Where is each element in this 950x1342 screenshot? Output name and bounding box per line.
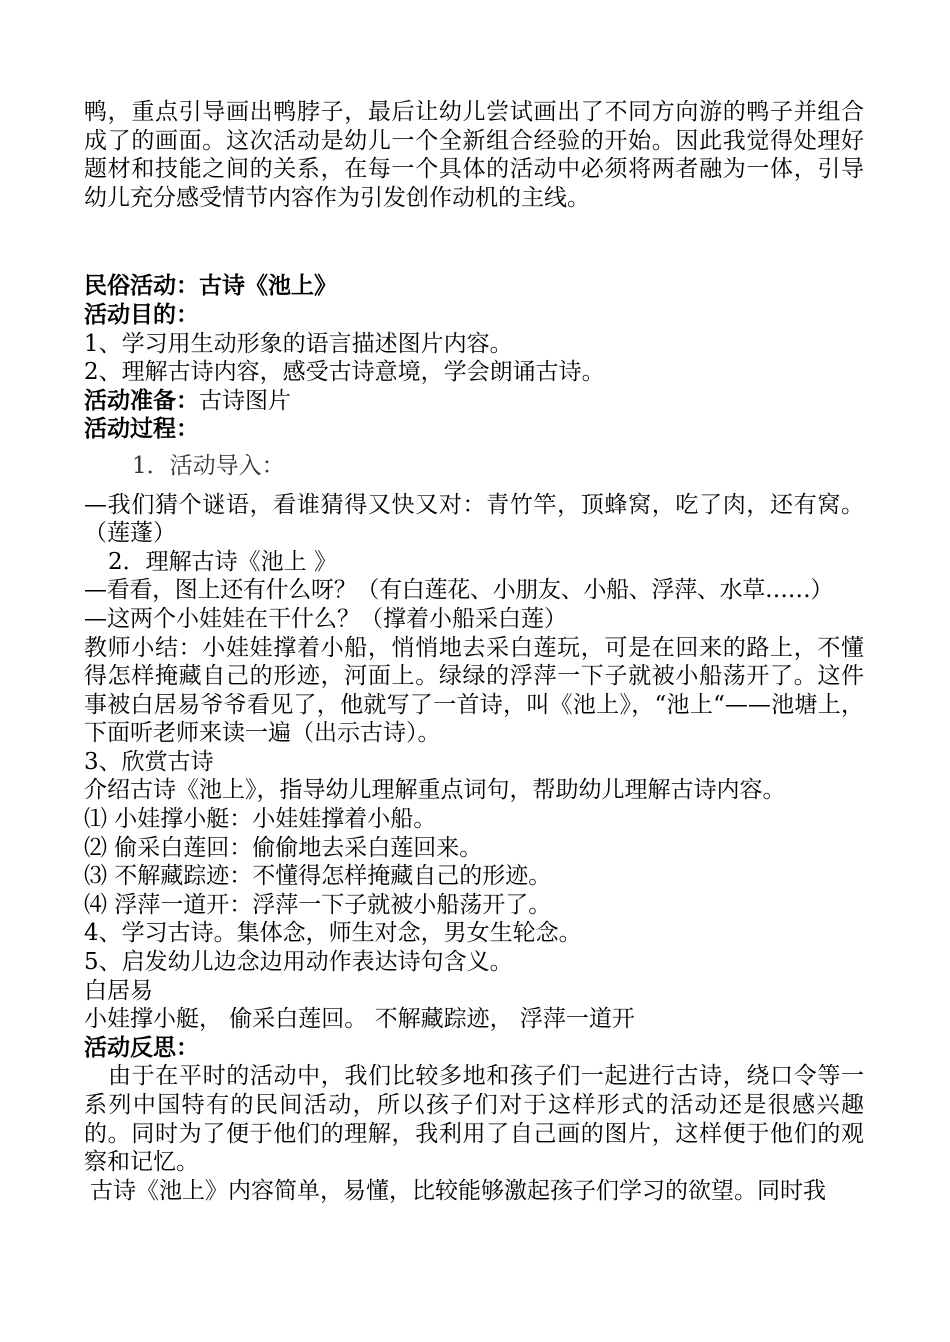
goal-item-1: 1、学习用生动形象的语言描述图片内容。 (84, 330, 513, 357)
process-heading: 活动过程： (84, 415, 199, 443)
phrase-item-3: ⑶ 不解藏踪迹：不懂得怎样掩藏自己的形迹。 (84, 863, 552, 890)
teacher-summary: 教师小结：小娃娃撑着小船，悄悄地去采白莲玩，可是在回来的路上，不懂得怎样掩藏自己的形迹，河面上。绿绿的浮萍一下子就被小船荡开了。这件事被白居易爷爷看见了，他就写了一首诗，叫《池上》，“池上“——池塘上，下面听老师来读一遍（出示古诗）。 (84, 634, 864, 747)
step4-line: 4、学习古诗。集体念，师生对念，男女生轮念。 (84, 920, 582, 947)
phrase-item-4: ⑷ 浮萍一道开：浮萍一下子就被小船荡开了。 (84, 891, 552, 918)
phrase-item-2: ⑵ 偷采白莲回：偷偷地去采白莲回来。 (84, 834, 483, 861)
preparation-value: 古诗图片 (199, 387, 291, 414)
step1-title: 1．活动导入： (132, 452, 285, 479)
goal-item-2: 2、理解古诗内容，感受古诗意境，学会朗诵古诗。 (84, 359, 605, 386)
step3-title: 3、欣赏古诗 (84, 748, 214, 775)
reflection-paragraph-2: 古诗《池上》内容简单，易懂，比较能够激起孩子们学习的欲望。同时我 (90, 1177, 826, 1204)
preparation-label: 活动准备： (84, 386, 199, 414)
phrase-item-1: ⑴ 小娃撑小艇：小娃娃撑着小船。 (84, 806, 437, 833)
section-gap (84, 212, 864, 242)
preparation-line (84, 387, 864, 416)
reflection-paragraph-1: 由于在平时的活动中，我们比较多地和孩子们一起进行古诗，绕口令等一系列中国特有的民间活动，所以孩子们对于这样形式的活动还是很感兴趣的。同时为了便于他们的理解，我利用了自己画的图片，这样便于他们的观察和记忆。 (84, 1063, 864, 1176)
step2-question-2: —这两个小娃娃在干什么？（撑着小船采白莲） (84, 605, 567, 632)
step1-riddle: —我们猜个谜语，看谁猜得又快又对：青竹竿，顶蜂窝，吃了肉，还有窝。（莲蓬） (84, 491, 864, 547)
document-page (84, 98, 864, 1205)
reflection-heading: 活动反思： (84, 1033, 199, 1061)
goals-heading: 活动目的： (84, 300, 199, 328)
step2-title: 2．理解古诗《池上 》 (108, 548, 337, 575)
step3-intro: 介绍古诗《池上》，指导幼儿理解重点词句，帮助幼儿理解古诗内容。 (84, 777, 786, 804)
poem-lines: 小娃撑小艇， 偷采白莲回。 不解藏踪迹， 浮萍一道开 (84, 1006, 635, 1033)
section-gap (84, 242, 864, 272)
poem-author: 白居易 (84, 977, 153, 1004)
step2-question-1: —看看，图上还有什么呀？（有白莲花、小朋友、小船、浮萍、水草……） (84, 577, 834, 604)
activity-title: 民俗活动：古诗《池上》 (84, 272, 337, 300)
intro-paragraph: 鸭，重点引导画出鸭脖子，最后让幼儿尝试画出了不同方向游的鸭子并组合成了的画面。这次活动是幼儿一个全新组合经验的开始。因此我觉得处理好题材和技能之间的关系，在每一个具体的活动中必须将两者融为一体，引导幼儿充分感受情节内容作为引发创作动机的主线。 (84, 99, 864, 211)
step5-line: 5、启发幼儿边念边用动作表达诗句含义。 (84, 949, 513, 976)
